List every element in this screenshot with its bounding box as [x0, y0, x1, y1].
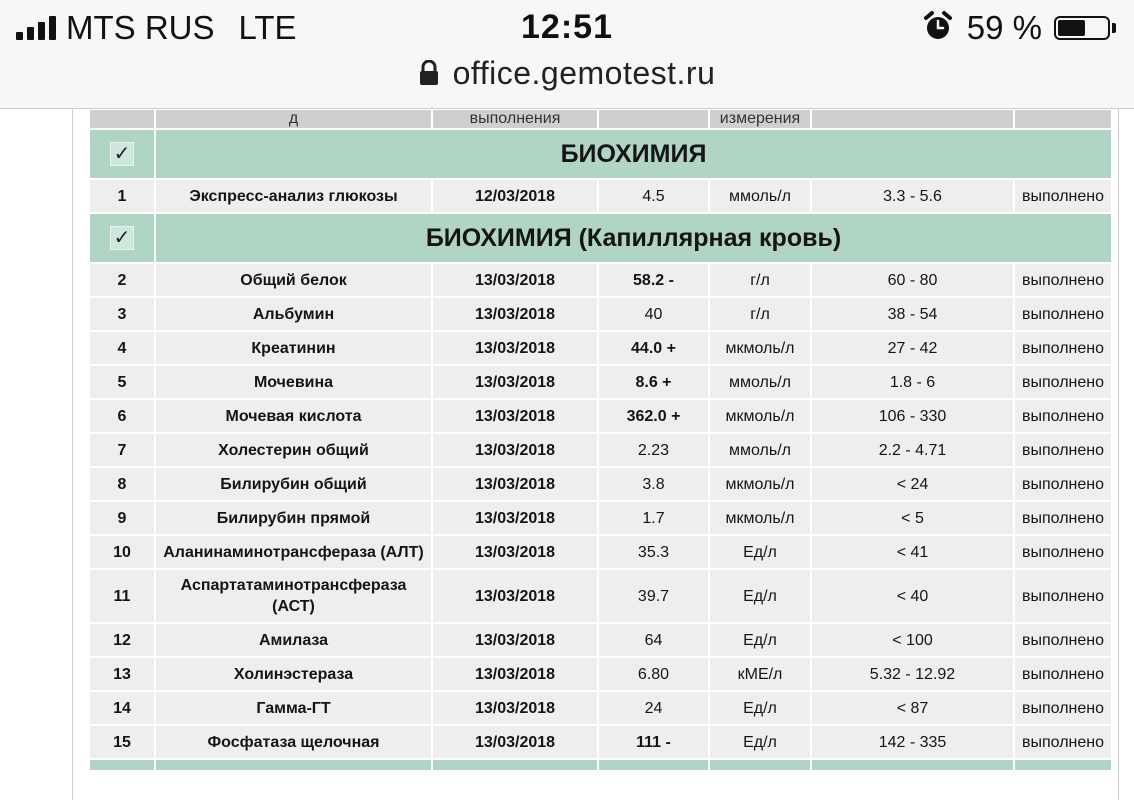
- cell-name: Общий белок: [155, 263, 432, 297]
- table-header-row: [89, 109, 1112, 129]
- cell-num: 2: [89, 263, 155, 297]
- header-cell-unit: измерения: [709, 109, 811, 129]
- lock-icon: [419, 60, 439, 86]
- cell-status: выполнено: [1014, 399, 1112, 433]
- cell-name: Холинэстераза: [155, 657, 432, 691]
- cell-result: 8.6 +: [598, 365, 709, 399]
- header-cell-result: [598, 109, 709, 129]
- header-cell-name: д: [155, 109, 432, 129]
- table-row: [89, 501, 1112, 535]
- partial-cell: [432, 759, 598, 771]
- cell-status: выполнено: [1014, 331, 1112, 365]
- cell-date: 13/03/2018: [432, 263, 598, 297]
- cell-result: 58.2 -: [598, 263, 709, 297]
- cell-num: 11: [89, 569, 155, 623]
- cell-date: 13/03/2018: [432, 657, 598, 691]
- battery-percent: 59 %: [966, 9, 1042, 46]
- cell-unit: кМЕ/л: [709, 657, 811, 691]
- table-row: [89, 179, 1112, 213]
- cell-name: Креатинин: [155, 331, 432, 365]
- results-table: [88, 108, 1113, 772]
- partial-cell: [155, 759, 432, 771]
- cell-name: Альбумин: [155, 297, 432, 331]
- carrier-name: MTS RUS: [66, 9, 215, 46]
- cell-result: 6.80: [598, 657, 709, 691]
- cell-unit: Ед/л: [709, 725, 811, 759]
- cell-date: 13/03/2018: [432, 623, 598, 657]
- results-table-body: [89, 109, 1112, 771]
- cell-name: Аланинаминотрансфераза (АЛТ): [155, 535, 432, 569]
- table-row: [89, 331, 1112, 365]
- cell-unit: Ед/л: [709, 535, 811, 569]
- cell-num: 6: [89, 399, 155, 433]
- cell-name: Фосфатаза щелочная: [155, 725, 432, 759]
- cell-ref: 142 - 335: [811, 725, 1014, 759]
- cell-name: Билирубин прямой: [155, 501, 432, 535]
- cell-num: 8: [89, 467, 155, 501]
- cell-date: 13/03/2018: [432, 569, 598, 623]
- cell-result: 44.0 +: [598, 331, 709, 365]
- cell-ref: 27 - 42: [811, 331, 1014, 365]
- cell-date: 13/03/2018: [432, 399, 598, 433]
- cell-unit: мкмоль/л: [709, 467, 811, 501]
- cell-date: 13/03/2018: [432, 535, 598, 569]
- cell-result: 3.8: [598, 467, 709, 501]
- cell-unit: мкмоль/л: [709, 399, 811, 433]
- partial-cell: [598, 759, 709, 771]
- cell-num: 14: [89, 691, 155, 725]
- next-section-row-partial: [89, 759, 1112, 771]
- cell-ref: < 5: [811, 501, 1014, 535]
- table-row: [89, 623, 1112, 657]
- cell-result: 2.23: [598, 433, 709, 467]
- table-row: [89, 263, 1112, 297]
- cell-ref: 38 - 54: [811, 297, 1014, 331]
- cell-name: Мочевина: [155, 365, 432, 399]
- cell-unit: Ед/л: [709, 691, 811, 725]
- cell-status: выполнено: [1014, 623, 1112, 657]
- cell-status: выполнено: [1014, 179, 1112, 213]
- cell-num: 15: [89, 725, 155, 759]
- cell-unit: Ед/л: [709, 569, 811, 623]
- cell-ref: 5.32 - 12.92: [811, 657, 1014, 691]
- cell-num: 12: [89, 623, 155, 657]
- ios-status-bar: [0, 0, 1134, 109]
- cell-ref: < 24: [811, 467, 1014, 501]
- cell-status: выполнено: [1014, 535, 1112, 569]
- cell-num: 3: [89, 297, 155, 331]
- section-checkbox-cell[interactable]: [89, 213, 155, 263]
- table-row: [89, 691, 1112, 725]
- cell-result: 64: [598, 623, 709, 657]
- cell-ref: < 87: [811, 691, 1014, 725]
- battery-tip: [1112, 23, 1116, 33]
- section-checkbox-cell[interactable]: [89, 129, 155, 179]
- cell-result: 362.0 +: [598, 399, 709, 433]
- cell-name: Амилаза: [155, 623, 432, 657]
- cell-result: 40: [598, 297, 709, 331]
- table-row: [89, 467, 1112, 501]
- cell-name: Экспресс-анализ глюкозы: [155, 179, 432, 213]
- section-header-row: [89, 129, 1112, 179]
- header-cell-reference: [811, 109, 1014, 129]
- partial-cell: [811, 759, 1014, 771]
- section-title: БИОХИМИЯ (Капиллярная кровь): [155, 213, 1112, 263]
- checkmark-icon[interactable]: ✓: [110, 142, 134, 166]
- header-cell-status: [1014, 109, 1112, 129]
- cell-date: 12/03/2018: [432, 179, 598, 213]
- alarm-icon: [923, 10, 953, 47]
- cell-unit: мкмоль/л: [709, 501, 811, 535]
- cell-num: 13: [89, 657, 155, 691]
- section-header-row: [89, 213, 1112, 263]
- url-text[interactable]: office.gemotest.ru: [452, 54, 716, 91]
- cell-unit: ммоль/л: [709, 179, 811, 213]
- battery-icon: [1054, 16, 1110, 40]
- cell-date: 13/03/2018: [432, 467, 598, 501]
- cell-date: 13/03/2018: [432, 297, 598, 331]
- cell-num: 5: [89, 365, 155, 399]
- table-row: [89, 297, 1112, 331]
- cell-status: выполнено: [1014, 657, 1112, 691]
- cell-status: выполнено: [1014, 433, 1112, 467]
- partial-cell: [709, 759, 811, 771]
- header-cell-date: выполнения: [432, 109, 598, 129]
- cell-status: выполнено: [1014, 569, 1112, 623]
- cell-name: Билирубин общий: [155, 467, 432, 501]
- cell-ref: < 40: [811, 569, 1014, 623]
- cell-ref: < 100: [811, 623, 1014, 657]
- cell-date: 13/03/2018: [432, 691, 598, 725]
- table-row: [89, 365, 1112, 399]
- cell-status: выполнено: [1014, 467, 1112, 501]
- cell-status: выполнено: [1014, 297, 1112, 331]
- network-type: LTE: [238, 9, 297, 46]
- partial-cell: [1014, 759, 1112, 771]
- cell-num: 10: [89, 535, 155, 569]
- address-bar[interactable]: [0, 52, 1134, 94]
- cell-result: 111 -: [598, 725, 709, 759]
- page-border-left: [72, 108, 73, 800]
- cell-num: 1: [89, 179, 155, 213]
- cell-num: 7: [89, 433, 155, 467]
- cell-result: 35.3: [598, 535, 709, 569]
- cell-status: выполнено: [1014, 263, 1112, 297]
- cell-unit: ммоль/л: [709, 433, 811, 467]
- cell-ref: 3.3 - 5.6: [811, 179, 1014, 213]
- cell-date: 13/03/2018: [432, 433, 598, 467]
- cell-name: Гамма-ГТ: [155, 691, 432, 725]
- cell-status: выполнено: [1014, 691, 1112, 725]
- header-cell-number: [89, 109, 155, 129]
- cell-status: выполнено: [1014, 365, 1112, 399]
- cell-date: 13/03/2018: [432, 501, 598, 535]
- table-row: [89, 535, 1112, 569]
- cell-name: Мочевая кислота: [155, 399, 432, 433]
- cell-unit: ммоль/л: [709, 365, 811, 399]
- cell-name: Аспартатаминотрансфераза (АСТ): [155, 569, 432, 623]
- cell-ref: 106 - 330: [811, 399, 1014, 433]
- partial-cell: [89, 759, 155, 771]
- cell-result: 1.7: [598, 501, 709, 535]
- table-row: [89, 399, 1112, 433]
- cell-result: 24: [598, 691, 709, 725]
- cell-unit: мкмоль/л: [709, 331, 811, 365]
- checkmark-icon[interactable]: ✓: [110, 226, 134, 250]
- cell-status: выполнено: [1014, 725, 1112, 759]
- cell-ref: 2.2 - 4.71: [811, 433, 1014, 467]
- cell-status: выполнено: [1014, 501, 1112, 535]
- cell-date: 13/03/2018: [432, 331, 598, 365]
- page-border-right: [1118, 108, 1119, 800]
- cell-unit: Ед/л: [709, 623, 811, 657]
- cell-date: 13/03/2018: [432, 365, 598, 399]
- table-row: [89, 569, 1112, 623]
- cell-name: Холестерин общий: [155, 433, 432, 467]
- status-time: 12:51: [521, 8, 613, 46]
- table-row: [89, 657, 1112, 691]
- table-row: [89, 725, 1112, 759]
- battery-level-fill: [1058, 20, 1085, 36]
- cell-ref: 60 - 80: [811, 263, 1014, 297]
- cell-result: 39.7: [598, 569, 709, 623]
- cell-num: 9: [89, 501, 155, 535]
- cell-ref: < 41: [811, 535, 1014, 569]
- cell-unit: г/л: [709, 263, 811, 297]
- cell-result: 4.5: [598, 179, 709, 213]
- status-right: [923, 8, 1116, 48]
- cell-ref: 1.8 - 6: [811, 365, 1014, 399]
- cell-unit: г/л: [709, 297, 811, 331]
- table-row: [89, 433, 1112, 467]
- cell-date: 13/03/2018: [432, 725, 598, 759]
- results-table-container: [88, 108, 1111, 772]
- cell-num: 4: [89, 331, 155, 365]
- section-title: БИОХИМИЯ: [155, 129, 1112, 179]
